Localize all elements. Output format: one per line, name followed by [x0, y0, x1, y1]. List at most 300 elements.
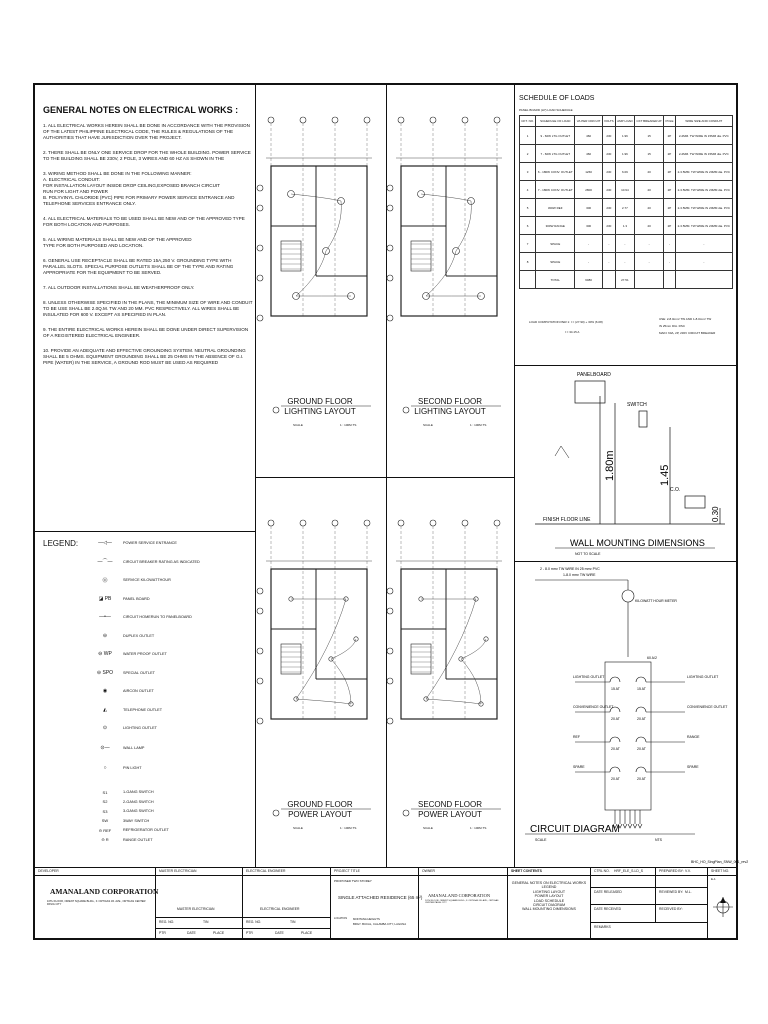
schedule-header-cell: WIRE SIZE AND CONDUIT [675, 116, 732, 127]
legend-label: WALL LAMP [123, 746, 145, 750]
schedule-row [520, 253, 733, 271]
sf-power-grid-bubble [430, 520, 436, 526]
sf-power-title-1: SECOND FLOOR [417, 800, 482, 809]
sf-light-grid-bubble [494, 117, 500, 123]
schedule-cell [520, 271, 536, 289]
schedule-row [520, 181, 733, 199]
legend-label: PANEL BOARD [123, 596, 150, 601]
sf-light-grid-bubble [387, 185, 393, 191]
schedule-cell: 230 [602, 163, 615, 181]
legend-label: SPECIAL OUTLET [123, 670, 155, 675]
reviewed-value: M.L. [685, 890, 692, 894]
ground-arrow-icon [638, 824, 642, 828]
schedule-cell: 5 [520, 199, 536, 217]
legend-item [93, 706, 162, 714]
gf-power-stair [281, 644, 301, 674]
schedule-cell: 460 [575, 145, 603, 163]
breaker-rating-left: 20 AT [611, 777, 620, 781]
gf-light-grid-bubble [257, 245, 263, 251]
gf-light-grid-bubble [364, 117, 370, 123]
schedule-cell: - [675, 253, 732, 271]
sf-lighting-title [395, 397, 505, 417]
schedule-cell: 2.77 [615, 199, 634, 217]
legend-item [93, 539, 177, 547]
legend-switch-item [93, 807, 154, 815]
note-item: 7. ALL OUTDOOR INSTALLATIONS SHALL BE WEATHERPROOF ONLY. [43, 285, 195, 290]
gf-power-grid-bubble [257, 648, 263, 654]
master-place: PLACE [213, 931, 225, 935]
sf-power-grid-bubble [398, 520, 404, 526]
legend-symbol-icon: ⊙— [100, 745, 110, 751]
location-1: MONTANA HEIGHTS [353, 917, 380, 921]
schedule-row [520, 235, 733, 253]
panelboard-symbol [575, 381, 605, 403]
sheet-contents [508, 881, 590, 912]
owner-label: OWNER [422, 869, 435, 873]
legend-item [93, 764, 142, 772]
gf-lighting-title-1: GROUND FLOOR [287, 397, 353, 406]
north-arrow-icon [708, 879, 738, 939]
schedule-cell: 7 - 60W LTG OUTLET [536, 145, 575, 163]
project-title: SINGLE ATTACHED RESIDENCE (65 m²) [338, 895, 423, 900]
circuit-left-label: SPARE [573, 765, 585, 769]
project-label: PROJECT TITLE [334, 869, 360, 873]
legend-symbol-icon: ⊖ [102, 632, 108, 639]
legend-label: PIN LIGHT [123, 766, 142, 770]
switch-label: 3-GANG SWITCH [123, 809, 154, 813]
schedule-cell [602, 271, 615, 289]
circuit-right-label: SPARE [687, 765, 699, 769]
sheet-content-item: LOAD SCHEDULE [533, 898, 565, 903]
gf-light-grid-bubble [257, 185, 263, 191]
schedule-cell: - [575, 253, 603, 271]
breaker-right-icon [636, 707, 646, 712]
sf-light-scale-val: 1 : 100M.TS [470, 423, 487, 427]
kwh-meter-label: KILOWATT HOUR METER [635, 599, 677, 603]
switch-symbol-icon: SW [101, 818, 109, 823]
schedule-cell: 3 [520, 163, 536, 181]
switch-label: SWITCH [627, 402, 647, 408]
main-breaker-label: 60 A/2 [647, 656, 657, 660]
sf-light-wiring [421, 194, 481, 296]
sf-power-title-2: POWER LAYOUT [418, 810, 482, 819]
breaker-left-icon [610, 677, 620, 682]
sheet-content-item: POWER LAYOUT [534, 894, 564, 899]
sf-power-title [395, 800, 505, 820]
schedule-cell [634, 271, 663, 289]
switch-symbol-icon: S3 [102, 808, 108, 814]
schedule-cell: 1260 [575, 163, 603, 181]
note-item: 2. THERE SHALL BE ONLY ONE SERVICE DROP FOR THE WHOLE BUILDING. POWER SERVICE TO THE BUILDING SHALL BE 230V, 2 POLE, 3 WIRES AND 60 HZ AS SHOWN IN THE [43, 150, 251, 161]
received-by-label: RECEIVED BY: [659, 907, 683, 911]
schedule-cell: 230 [602, 217, 615, 235]
schedule-cell: 10.94 [615, 181, 634, 199]
schedule-cell: 230 [602, 127, 615, 145]
ground-arrow-icon [633, 824, 637, 828]
developer-label: DEVELOPER [38, 869, 59, 873]
schedule-row [520, 217, 733, 235]
sf-power-grid-bubble [387, 588, 393, 594]
circuit-title: CIRCUIT DIAGRAM [530, 824, 620, 835]
switch-label: 1-GANG SWITCH [123, 790, 154, 794]
switch-symbol-icon: ⊖ R [101, 837, 109, 842]
sheet-content-item: LEGEND [541, 885, 557, 890]
legend-symbol-icon: ⊖ WP [98, 651, 112, 657]
location-2: BRGY. BUCAL, CALAMBA CITY, LAGUNA [353, 922, 407, 926]
schedule-cell: - [575, 235, 603, 253]
schedule-cell: 2P [664, 217, 675, 235]
note-item: 5. ALL WIRING MATERIALS SHALL BE NEW AND OF THE APPROVED TYPE FOR BOTH PURPOSED AND LOCATION. [43, 237, 192, 248]
schedule-cell: - [615, 253, 634, 271]
sf-light-stair [411, 241, 431, 271]
schedule-row [520, 199, 733, 217]
schedule-header-cell: VA PER CIRCUIT [575, 116, 603, 127]
ctrl-label: CTRL NO. [594, 869, 610, 873]
sheet-value: E-1 [711, 877, 716, 881]
load-calc-2: I = 34.15 A [565, 330, 580, 334]
switch-label: 3WAY SWITCH [123, 818, 150, 823]
legend-symbol-icon: ◭ [103, 706, 107, 713]
schedule-cell: 6.09 [615, 163, 634, 181]
prepared-label: PREPARED BY: [659, 869, 684, 873]
file-name: BHC_HO_SingPlan_SNW_001_rev2 [691, 860, 749, 864]
gf-power-scale: SCALE [293, 826, 303, 830]
switch-symbol-icon: S2 [102, 799, 108, 804]
master-tin: TIN [203, 920, 209, 924]
switch-label: REFRIGERATOR OUTLET [123, 828, 169, 832]
reviewed-label: REVIEWED BY: [659, 890, 684, 894]
sheet-content-item: CIRCUIT DIAGRAM [532, 903, 566, 908]
sf-light-grid-bubble [387, 315, 393, 321]
gf-light-scale: SCALE [293, 423, 303, 427]
remarks-label: REMARKS [594, 925, 611, 929]
gf-lighting-title [265, 397, 375, 417]
schedule-cell: - [615, 235, 634, 253]
breaker-right-icon [636, 677, 646, 682]
master-name: MASTER ELECTRICIAN [177, 907, 215, 911]
breaker-rating-right: 20 AT [637, 747, 646, 751]
sf-light-grid-bubble [430, 117, 436, 123]
schedule-cell: SPACE [536, 235, 575, 253]
developer-address: 10TH FLOOR, ORIENT SQUARE BLDG., F. ORTIGAS JR. AVE., ORTIGAS CENTER PASIG CITY [47, 900, 146, 906]
master-reg: REG. NO. [159, 920, 175, 924]
schedule-row [520, 163, 733, 181]
sf-light-grid-bubble [398, 117, 404, 123]
schedule-cell: - [602, 235, 615, 253]
schedule-table [519, 115, 733, 289]
outlet-symbol [685, 496, 705, 508]
schedule-cell: 2P [664, 145, 675, 163]
schedule-cell: 20 [634, 217, 663, 235]
floor-label: FINISH FLOOR LINE [543, 517, 591, 523]
schedule-header-cell: CKT BREAKER AT [634, 116, 663, 127]
schedule-cell: - [664, 253, 675, 271]
sheet-content-item: WALL MOUNTING DIMENSIONS [522, 907, 576, 912]
legend-item [93, 744, 144, 752]
main-feeder-3: MAIN: 60A, 2P, 230V CIRCUIT BREAKER [659, 331, 716, 335]
wall-mounting-diagram [515, 366, 737, 560]
circuit-left-label: CONVENIENCE OUTLET [573, 705, 614, 709]
schedule-cell: 1 [520, 127, 536, 145]
schedule-cell: 2P [664, 181, 675, 199]
breaker-rating-left: 15 AT [611, 687, 620, 691]
owner-name: AMANALAND CORPORATION [428, 893, 491, 898]
schedule-cell: - [664, 235, 675, 253]
legend-symbol-icon: ◪ PB [98, 595, 112, 602]
schedule-header-row [520, 116, 733, 127]
schedule-cell: 27.51 [615, 271, 634, 289]
schedule-cell: 20 [634, 199, 663, 217]
prepared-value: V.V. [685, 869, 691, 873]
schedule-of-loads [519, 95, 733, 335]
gf-light-stair [281, 241, 301, 271]
schedule-header-cell: SCHEDULE OF LOAD [536, 116, 575, 127]
note-item: 4. ALL ELECTRICAL MATERIALS TO BE USED SHALL BE NEW AND OF THE APPROVED TYPE FOR BOTH LOCATION AND PURPOSES. [43, 216, 245, 227]
sf-power-stair [411, 644, 431, 674]
schedule-cell: 15 [634, 127, 663, 145]
co-label: C.O. [670, 487, 681, 493]
sf-light-grid-bubble [387, 205, 393, 211]
gf-light-grid-bubble [257, 205, 263, 211]
engineer-place: PLACE [301, 931, 313, 935]
legend-item [93, 687, 154, 695]
circuit-scale: SCALE [535, 838, 547, 842]
schedule-cell: 300W RANGE [536, 217, 575, 235]
notes-title: GENERAL NOTES ON ELECTRICAL WORKS : [43, 105, 239, 115]
height-switch: 1.45 [659, 464, 671, 486]
schedule-cell: TOTAL [536, 271, 575, 289]
legend-label: TELEPHONE OUTLET [123, 707, 163, 712]
schedule-title: SCHEDULE OF LOADS [519, 95, 595, 102]
sf-light-grid-bubble [462, 117, 468, 123]
legend-item [93, 724, 157, 732]
schedule-cell: 2-3.5MM. TW WIRE IN 20MM dia. PVC [675, 181, 732, 199]
schedule-cell: 1.3 [615, 217, 634, 235]
ctrl-value: HRF_ELE_S-LD_S [614, 869, 644, 873]
project-proposed: PROPOSED TWO STOREY [334, 879, 372, 883]
ground-arrow-icon [628, 824, 632, 828]
gf-light-grid-bubble [332, 117, 338, 123]
legend-item [93, 613, 192, 621]
main-feeder-1: USE: 2-8.0mm² TW AND 1-8.0mm² TW [659, 317, 712, 321]
breaker-rating-left: 20 AT [611, 747, 620, 751]
schedule-cell [664, 271, 675, 289]
gf-light-grid-bubble [300, 117, 306, 123]
height-panel: 1.80m [604, 450, 616, 481]
schedule-cell: 230 [602, 181, 615, 199]
gf-power-grid-bubble [300, 520, 306, 526]
schedule-subtitle: PANEL BOARD (LP) LOAD SCHEDULE [519, 108, 573, 112]
engineer-date: DATE [275, 931, 284, 935]
gf-light-grid-bubble [257, 315, 263, 321]
schedule-cell: 2800 [575, 181, 603, 199]
gf-power-grid-bubble [332, 520, 338, 526]
legend-label: SERVICE KILOWATTHOUR [123, 578, 171, 582]
legend [43, 539, 253, 864]
circuit-right-label: LIGHTING OUTLET [687, 675, 719, 679]
schedule-row [520, 127, 733, 145]
legend-item [93, 576, 171, 584]
schedule-cell: 230 [602, 199, 615, 217]
schedule-cell: 300W REF [536, 199, 575, 217]
switch-symbol-icon: ⊖ REF [98, 827, 112, 833]
sf-lighting-title-2: LIGHTING LAYOUT [414, 407, 486, 416]
legend-item [93, 632, 154, 640]
gf-power-grid-bubble [257, 678, 263, 684]
legend-list [93, 539, 253, 859]
schedule-cell: SPACE [536, 253, 575, 271]
gf-power-title-2: POWER LAYOUT [288, 810, 352, 819]
sf-power-scale: SCALE [423, 826, 433, 830]
legend-symbol-icon: —◁— [98, 540, 112, 546]
contents-label: SHEET CONTENTS [511, 869, 542, 873]
gf-light-wiring [291, 194, 351, 296]
engineer-reg: REG. NO. [246, 920, 262, 924]
gf-power-scale-val: 1 : 100M.TS [340, 826, 357, 830]
breaker-left-icon [610, 737, 620, 742]
circuit-diagram [515, 562, 749, 865]
schedule-cell: 300 [575, 199, 603, 217]
schedule-cell: 2 [520, 145, 536, 163]
master-date: DATE [187, 931, 196, 935]
released-label: DATE RELEASED [594, 890, 622, 894]
gf-light-grid-bubble [257, 275, 263, 281]
mounting-scale: NOT TO SCALE [575, 552, 601, 556]
schedule-cell: 2-2MM. TW WIRE IN 15MM dia. PVC [675, 145, 732, 163]
schedule-cell: 230 [602, 145, 615, 163]
note-item: 6. GENERAL USE RECEPTACLE SHALL BE RATED 15A,250 V. GROUNDING TYPE WITH PARALLEL SLOTS. SPECIAL PURPOSE OUTLETS SHALL BE OF THE TYPE AND RATING APPROPRIATE FOR THE EQUIPMENT TO BE SERVED. [43, 258, 234, 275]
circuit-left-label: LIGHTING OUTLET [573, 675, 605, 679]
legend-title: LEGEND: [43, 539, 79, 548]
sf-lighting-title-1: SECOND FLOOR [417, 397, 482, 406]
schedule-cell: 6080 [575, 271, 603, 289]
engineer-tin: TIN [290, 920, 296, 924]
legend-switch-item [93, 817, 149, 825]
legend-symbol-icon: —•— [99, 614, 111, 620]
legend-label: WATER PROOF OUTLET [123, 652, 167, 656]
break-mark [555, 446, 569, 458]
legend-symbol-icon: Ⓜ [102, 577, 108, 584]
divider-legend [35, 531, 255, 532]
circuit-scale-val: NTS [655, 838, 662, 842]
schedule-cell: 1.96 [615, 145, 634, 163]
breaker-right-icon [636, 767, 646, 772]
schedule-cell: - [675, 235, 732, 253]
circuit-note-1: 2 - 8.0 mm² TW WIRE IN 25 mm² PVC [540, 567, 600, 571]
schedule-header-cell: VOLTS [602, 116, 615, 127]
panelboard-outline [605, 662, 651, 810]
gf-light-scale-val: 1 : 100M.TS [340, 423, 357, 427]
sf-light-grid-bubble [387, 245, 393, 251]
schedule-cell: 2P [664, 163, 675, 181]
legend-symbol-icon: —⌒— [97, 559, 113, 565]
gf-power-grid-bubble [364, 520, 370, 526]
gf-power-title-1: GROUND FLOOR [287, 800, 353, 809]
legend-item [93, 558, 200, 566]
sf-power-grid-bubble [387, 718, 393, 724]
legend-switch-item [93, 788, 154, 796]
schedule-cell: 1.96 [615, 127, 634, 145]
height-outlet: 0.30 [711, 506, 720, 522]
legend-item [93, 669, 155, 677]
circuit-left-label: REF [573, 735, 580, 739]
breaker-right-icon [636, 737, 646, 742]
floor-plans [256, 86, 513, 866]
schedule-cell: - [634, 253, 663, 271]
engineer-label: ELECTRICAL ENGINEER [246, 869, 286, 873]
circuit-note-2: 1-8.0 mm² TW WIRE [563, 573, 596, 577]
gf-lighting-title-2: LIGHTING LAYOUT [284, 407, 356, 416]
master-ptr: PTR [159, 931, 166, 935]
notes-list [43, 123, 253, 366]
schedule-cell: 20 [634, 181, 663, 199]
schedule-cell: - [602, 253, 615, 271]
legend-symbol-icon: ◉ [102, 688, 108, 694]
note-item: 10. PROVIDE AN ADEQUATE AND EFFECTIVE GROUNDING SYSTEM. NEUTRAL GROUNDING SHALL BE 5 OHMS. EQUIPMENT GROUNDING SHALL BE 25 OHMS IN THE ABSENCE OF G.I. PIPE (WATER) IN THE SERVICE, A GROUND ROD MUST BE USED AS REQUIRED [43, 348, 246, 365]
schedule-cell: 15 [634, 145, 663, 163]
sf-power-grid-bubble [462, 520, 468, 526]
sf-light-scale: SCALE [423, 423, 433, 427]
switch-label: RANGE OUTLET [123, 837, 153, 842]
schedule-row [520, 271, 733, 289]
schedule-cell: 460 [575, 127, 603, 145]
schedule-cell: 7 [520, 235, 536, 253]
note-item: 8. UNLESS OTHERWISE SPECIFIED IN THE PLANS, THE MINIMUM SIZE OF WIRE AND CONDUIT TO BE USE SHALL BE 2.0Q.M. TW AND 20 MM. PVC RESPECTIVELY. ALL WIRES SHALL BE INSULATED FOR 600 V. EXCEPT AS SPECIFIED IN PLAN. [43, 300, 253, 317]
sf-power-grid-bubble [387, 648, 393, 654]
schedule-cell: 6 - 180W CONV. OUTLET [536, 163, 575, 181]
schedule-cell: 2-3.5MM. TW WIRE IN 20MM dia. PVC [675, 163, 732, 181]
legend-label: DUPLEX OUTLET [123, 633, 155, 638]
switch-symbol-icon: S1 [102, 789, 108, 795]
breaker-rating-right: 20 AT [637, 717, 646, 721]
sf-light-grid-bubble [387, 275, 393, 281]
schedule-cell: 4 [520, 181, 536, 199]
schedule-cell: 2-3.5MM. TW WIRE IN 20MM dia. PVC [675, 217, 732, 235]
sf-power-grid-bubble [387, 608, 393, 614]
location-label: LOCATION [334, 917, 348, 920]
schedule-header-cell: CKT. NO. [520, 116, 536, 127]
circuit-right-label: RANGE [687, 735, 700, 739]
general-notes [43, 105, 253, 375]
engineer-name: ELECTRICAL ENGINEER [260, 907, 300, 911]
gf-power-grid-bubble [257, 588, 263, 594]
title-block [35, 867, 738, 940]
legend-switch-item [93, 826, 169, 834]
legend-item [93, 650, 167, 658]
legend-label: CIRCUIT BREAKER RATING AS INDICATED [123, 559, 200, 564]
sheet-content-item: LIGHTING LAYOUT [532, 889, 566, 894]
schedule-cell: 2P [664, 127, 675, 145]
schedule-cell: 6 [520, 217, 536, 235]
gf-power-grid-bubble [268, 520, 274, 526]
legend-label: POWER SERVICE ENTRANCE [123, 541, 177, 545]
schedule-header-cell: POLE [664, 116, 675, 127]
sheet-content-item: GENERAL NOTES ON ELECTRICAL WORKS [511, 881, 587, 885]
breaker-rating-left: 20 AT [611, 717, 620, 721]
schedule-header-cell: AMP LOAD [615, 116, 634, 127]
sf-power-grid-bubble [387, 678, 393, 684]
main-feeder-2: IN 25mm DIA. RSC [659, 324, 686, 328]
sf-power-scale-val: 1 : 100M.TS [470, 826, 487, 830]
owner-address: 10TH FLOOR, ORIENT SQUARE BLDG., F. ORTIGAS JR. AVE., ORTIGAS CENTER PASIG CITY [425, 900, 499, 904]
schedule-cell: 20 [634, 163, 663, 181]
master-label: MASTER ELECTRICIAN [159, 869, 197, 873]
received-label: DATE RECEIVED [594, 907, 622, 911]
breaker-rating-right: 20 AT [637, 777, 646, 781]
switch-symbol [639, 411, 647, 427]
panelboard-label: PANELBOARD [577, 372, 611, 378]
mounting-title: WALL MOUNTING DIMENSIONS [570, 538, 705, 548]
